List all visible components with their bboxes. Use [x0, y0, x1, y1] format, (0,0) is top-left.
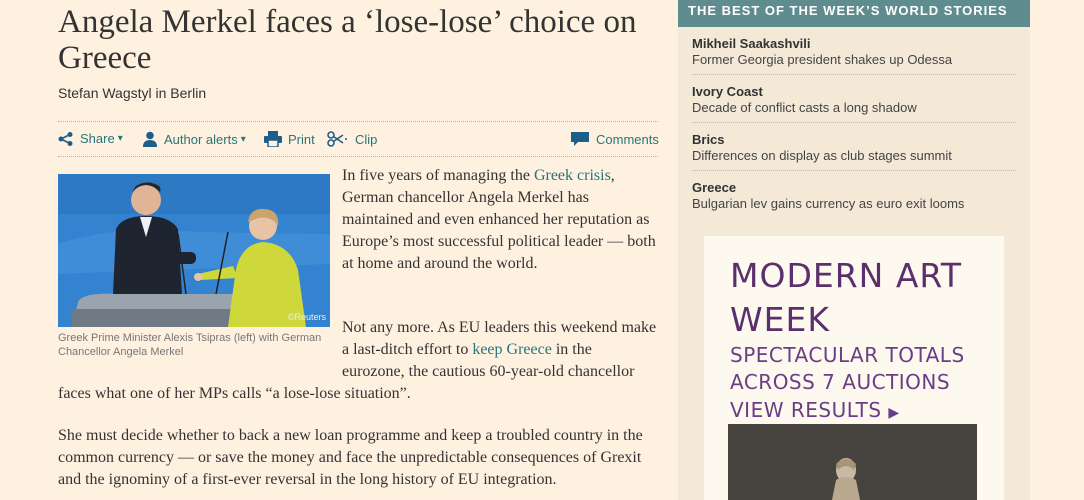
comment-icon: [570, 131, 590, 147]
ad-title-line-1: MODERN ART: [730, 256, 963, 295]
photo-credit: ©Reuters: [287, 312, 326, 322]
sidebar-story[interactable]: [692, 171, 1016, 218]
story-description[interactable]: Decade of conflict casts a long shadow: [692, 100, 917, 115]
paragraph-2: [58, 317, 658, 405]
share-button[interactable]: [58, 131, 123, 146]
photo-illustration: [58, 174, 330, 327]
ad-title-line-2: WEEK: [730, 300, 830, 339]
paragraph-2-text-start: Not any more. As EU leaders this weekend make a last-ditch effort to: [342, 319, 657, 358]
figure-float-spacer: [58, 317, 342, 383]
chevron-down-icon: ▾: [117, 133, 123, 144]
chevron-down-icon: ▾: [240, 133, 246, 145]
clip-button[interactable]: [327, 131, 377, 147]
keep-greece-link[interactable]: keep Greece: [472, 341, 552, 358]
story-description[interactable]: Differences on display as club stages summit: [692, 148, 952, 163]
paragraph-1-text-start: In five years of managing the: [342, 167, 534, 184]
story-description[interactable]: Former Georgia president shakes up Odessa: [692, 52, 953, 67]
greek-crisis-link[interactable]: Greek crisis: [533, 167, 611, 184]
photo-caption: Greek Prime Minister Alexis Tsipras (left) with German Chancellor Angela Merkel: [58, 332, 322, 358]
comments-button[interactable]: [570, 131, 659, 147]
paragraph-1-text-end: , German chancellor Angela Merkel has maintained and even enhanced her reputation as Europe’s most successful political leader — both at home and around the world.: [342, 167, 656, 272]
scissors-icon: [327, 131, 349, 147]
story-title[interactable]: Mikheil Saakashvili: [692, 36, 811, 51]
story-title[interactable]: Greece: [692, 180, 737, 195]
paragraph-2-text-end: in the eurozone, the cautious 60-year-old chancellor faces what one of her MPs calls “a lose-lose situation”.: [58, 341, 635, 402]
ad-subtitle: [730, 342, 965, 396]
headline: Angela Merkel faces a ‘lose-lose’ choice on Greece: [58, 4, 637, 76]
sidebar-story[interactable]: [692, 123, 1016, 171]
print-label: Print: [288, 131, 315, 147]
view-results-label: VIEW RESULTS: [730, 398, 882, 422]
paragraph-3: She must decide whether to back a new loan programme and keep a troubled country in the common currency — or save the money and face the unpredictable consequences of Grexit and the ignominy of a first-ever reversal in the long history of EU integration.: [58, 427, 643, 488]
byline[interactable]: Stefan Wagstyl in Berlin: [58, 85, 207, 101]
story-description[interactable]: Bulgarian lev gains currency as euro exit looms: [692, 196, 965, 211]
article-toolbar: [58, 121, 658, 157]
ad-title: [730, 254, 962, 342]
sidebar: [678, 0, 1030, 500]
person-icon: [142, 131, 158, 147]
sidebar-story[interactable]: [692, 27, 1016, 75]
author-alerts-button[interactable]: [142, 131, 246, 147]
story-title[interactable]: Ivory Coast: [692, 84, 763, 99]
printer-icon: [264, 131, 282, 147]
story-title[interactable]: Brics: [692, 132, 725, 147]
advertisement[interactable]: [704, 236, 1004, 500]
clip-label: Clip: [355, 131, 378, 147]
ad-subtitle-line-1: SPECTACULAR TOTALS: [730, 343, 965, 367]
share-label: Share: [80, 131, 115, 146]
article: [58, 0, 659, 488]
sculpture-illustration: [728, 424, 977, 500]
paragraph-1: [342, 165, 658, 275]
comments-label: Comments: [596, 131, 659, 147]
share-icon: [58, 132, 74, 146]
article-photo[interactable]: [58, 174, 330, 327]
sidebar-story-list: [678, 27, 1030, 218]
author-alerts-label: Author alerts: [164, 131, 238, 147]
ad-subtitle-line-2: ACROSS 7 AUCTIONS: [730, 370, 951, 394]
sidebar-header: THE BEST OF THE WEEK’S WORLD STORIES: [678, 0, 1030, 27]
play-arrow-icon: ▶: [888, 405, 900, 421]
sidebar-story[interactable]: [692, 75, 1016, 123]
print-button[interactable]: [264, 131, 315, 147]
ad-image[interactable]: [728, 424, 977, 500]
view-results-link[interactable]: [730, 398, 900, 422]
